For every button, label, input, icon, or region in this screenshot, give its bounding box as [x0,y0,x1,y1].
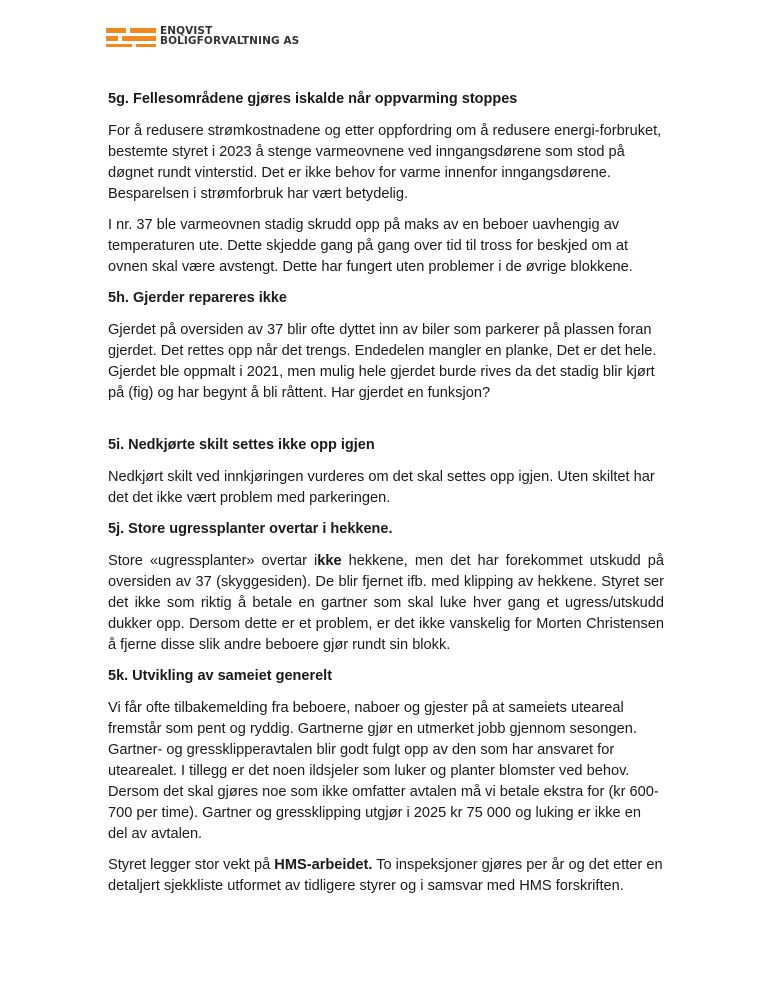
section-5g-paragraph-2 [108,215,664,278]
section-5j-heading: 5j. Store ugressplanter overtar i hekkene. [108,521,393,537]
logo-mark-icon [106,25,156,47]
document-body [108,89,664,907]
section-5k-text-a: Styret legger stor vekt på [108,857,275,873]
logo-line-1: ENQVIST [160,25,213,37]
section-5k-text-bold: HMS-arbeidet. [274,857,373,873]
section-5j-text-bold: kke [317,553,342,569]
section-5h-paragraph-1: Gjerdet på oversiden av 37 blir ofte dyttet inn av biler som parkerer på plassen foran gjerdet. Det rettes opp når det trengs. Endedelen mangler en planke, Det er det hele. Gjerdet ble oppmalt i 2021, men mulig hele gjerdet burde rives da det stadig blir kjørt på (fig) og har begynt å bli råttent. Har gjerdet en funksjon? [108,322,657,401]
section-5j-text-a: Store «ugressplanter» overtar i [108,553,318,569]
section-5k-paragraph-2 [108,855,664,897]
section-5k-heading: 5k. Utvikling av sameiet generelt [108,668,333,684]
section-5g-paragraph-2-text: I nr. 37 ble varmeovnen stadig skrudd opp på maks av en beboer uavhengig av temperaturen ute. Dette skjedde gang på gang over tid til tross for beskjed om at ovnen skal være avstengt. Dette har fungert uten problemer i de øvrige blokkene [108,217,629,275]
section-5g-paragraph-1: For å redusere strømkostnadene og etter oppfordring om å redusere energi-forbruket, bestemte styret i 2023 å stenge varmeovnene ved inngangsdørene som stod på døgnet rundt vinterstid. Det er ikke behov for varme innenfor inngangsdørene. Besparelsen i strømforbruk har vært betydelig. [108,123,662,202]
logo-line-2: BOLIGFORVALTNING AS [160,35,300,47]
section-5g-heading: 5g. Fellesområdene gjøres iskalde når oppvarming stoppes [108,91,518,107]
section-5i-paragraph-1: Nedkjørt skilt ved innkjøringen vurderes om det skal settes opp igjen. Uten skiltet har det det ikke vært problem med parkeringen. [108,469,655,506]
section-5j-paragraph-1 [108,551,664,656]
section-5h-heading: 5h. Gjerder repareres ikke [108,290,287,306]
section-5k-text-b: To inspeksjoner gjøres per år og det etter en detaljert sjekkliste utformet av tidligere styrer og i samsvar med HMS forskriften. [108,857,663,894]
spacer [108,414,664,435]
logo-text [160,26,299,46]
section-5j-text-b: hekkene, men det har forekommet utskudd på oversiden av 37 (skyggesiden). De blir fjernet ifb. med klipping av hekkene. Styret ser det ikke som riktig å betale en gartner som skal luke hver gang et ugress/utskudd dukker opp. Dersom dette er et problem, er det ikke vanskelig for Morten Christensen å fjerne disse slik andre beboere gjør rundt sin blokk. [108,553,664,653]
section-5k-paragraph-1: Vi får ofte tilbakemelding fra beboere, naboer og gjester på at sameiets uteareal fremstår som pent og ryddig. Gartnerne gjør en utmerket jobb gjennom sesongen. Gartner- og gressklipperavtalen blir godt fulgt opp av den som har ansvaret for utearealet. I tillegg er det noen ildsjeler som luker og planter blomster ved behov. Dersom det skal gjøres noe som ikke omfatter avtalen må vi betale ekstra for (kr 600-700 per time). Gartner og gressklipping utgjør i 2025 kr 75 000 og luking er ikke en del av avtalen. [108,700,659,842]
company-logo [106,25,299,47]
section-5i-heading: 5i. Nedkjørte skilt settes ikke opp igjen [108,437,375,453]
section-5g-paragraph-2-end: . [628,259,633,275]
